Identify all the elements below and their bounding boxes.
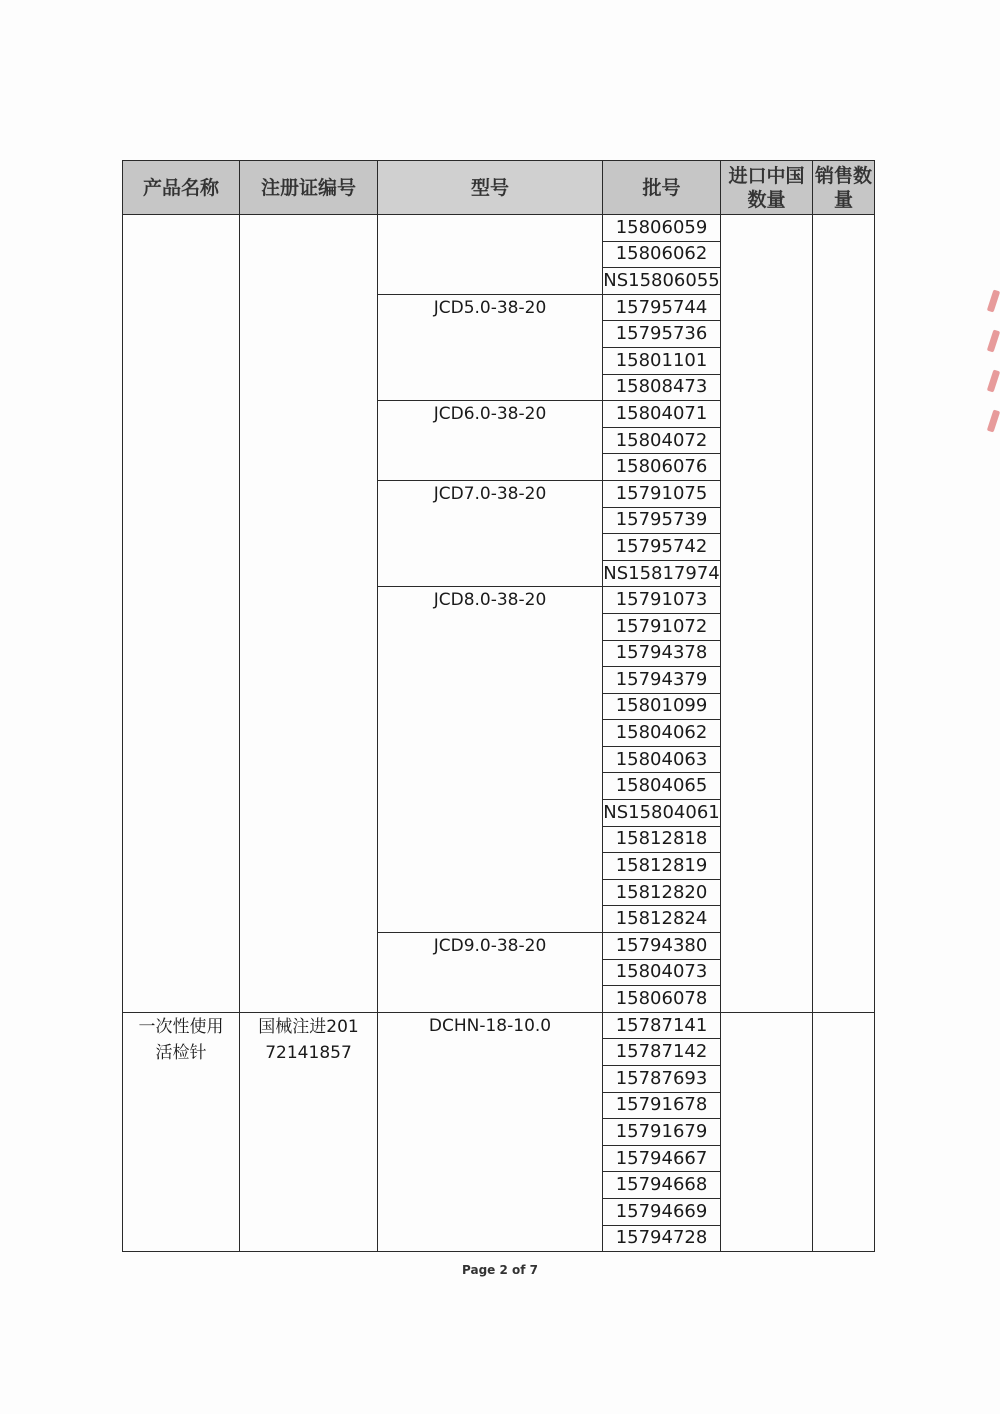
- product-lot-table: [122, 160, 875, 1252]
- lot-cell: 15812819: [603, 853, 721, 880]
- lot-cell: 15795742: [603, 534, 721, 561]
- registration-cell: 国械注进20172141857: [240, 1012, 378, 1251]
- table-row: [123, 1012, 875, 1039]
- lot-cell: 15791679: [603, 1119, 721, 1146]
- lot-cell: 15812818: [603, 826, 721, 853]
- lot-cell: 15812820: [603, 879, 721, 906]
- lot-cell: 15795739: [603, 507, 721, 534]
- header-product-name: 产品名称: [123, 161, 240, 215]
- lot-cell: 15808473: [603, 374, 721, 401]
- lot-cell: 15787141: [603, 1012, 721, 1039]
- page-number: Page 2 of 7: [462, 1263, 538, 1277]
- lot-cell: 15791072: [603, 613, 721, 640]
- lot-cell: 15791075: [603, 480, 721, 507]
- lot-cell: NS15806055: [603, 268, 721, 295]
- registration-cell-continued: [240, 215, 378, 1013]
- lot-cell: 15806059: [603, 215, 721, 242]
- model-cell: DCHN-18-10.0: [378, 1012, 603, 1251]
- product-name-cell: 一次性使用活检针: [123, 1012, 240, 1251]
- lot-cell: 15794728: [603, 1225, 721, 1252]
- lot-cell: 15794667: [603, 1145, 721, 1172]
- lot-cell: 15787693: [603, 1066, 721, 1093]
- lot-cell: 15787142: [603, 1039, 721, 1066]
- lot-cell: 15806062: [603, 241, 721, 268]
- lot-cell: 15801099: [603, 693, 721, 720]
- import-qty-cell: [721, 215, 813, 1013]
- sales-qty-cell: [813, 215, 875, 1013]
- table-row: [123, 215, 875, 242]
- lot-cell: 15794380: [603, 933, 721, 960]
- lot-cell: NS15804061: [603, 800, 721, 827]
- import-qty-cell: [721, 1012, 813, 1251]
- header-sales-qty: 销售数量: [813, 161, 875, 215]
- lot-cell: 15794378: [603, 640, 721, 667]
- lot-cell: 15804071: [603, 401, 721, 428]
- header-import-qty: 进口中国数量: [721, 161, 813, 215]
- lot-cell: 15812824: [603, 906, 721, 933]
- header-lot-no: 批号: [603, 161, 721, 215]
- lot-cell: 15804065: [603, 773, 721, 800]
- model-cell-continued: [378, 215, 603, 295]
- model-cell: JCD5.0-38-20: [378, 294, 603, 400]
- lot-cell: 15804062: [603, 720, 721, 747]
- lot-cell: 15806078: [603, 986, 721, 1013]
- lot-cell: 15791678: [603, 1092, 721, 1119]
- product-name-cell-continued: [123, 215, 240, 1013]
- lot-cell: 15804063: [603, 746, 721, 773]
- lot-cell: 15795736: [603, 321, 721, 348]
- lot-cell: 15801101: [603, 347, 721, 374]
- lot-cell: 15804072: [603, 427, 721, 454]
- sales-qty-cell: [813, 1012, 875, 1251]
- lot-cell: 15794669: [603, 1198, 721, 1225]
- table-header-row: [123, 161, 875, 215]
- header-model: 型号: [378, 161, 603, 215]
- model-cell: JCD9.0-38-20: [378, 933, 603, 1013]
- model-cell: JCD6.0-38-20: [378, 401, 603, 481]
- lot-cell: 15794379: [603, 667, 721, 694]
- lot-cell: 15806076: [603, 454, 721, 481]
- header-registration-no: 注册证编号: [240, 161, 378, 215]
- lot-cell: NS15817974: [603, 560, 721, 587]
- lot-cell: 15795744: [603, 294, 721, 321]
- seal-stamp-fragment: [986, 290, 1000, 490]
- lot-cell: 15804073: [603, 959, 721, 986]
- model-cell: JCD7.0-38-20: [378, 480, 603, 586]
- lot-cell: 15794668: [603, 1172, 721, 1199]
- lot-cell: 15791073: [603, 587, 721, 614]
- model-cell: JCD8.0-38-20: [378, 587, 603, 933]
